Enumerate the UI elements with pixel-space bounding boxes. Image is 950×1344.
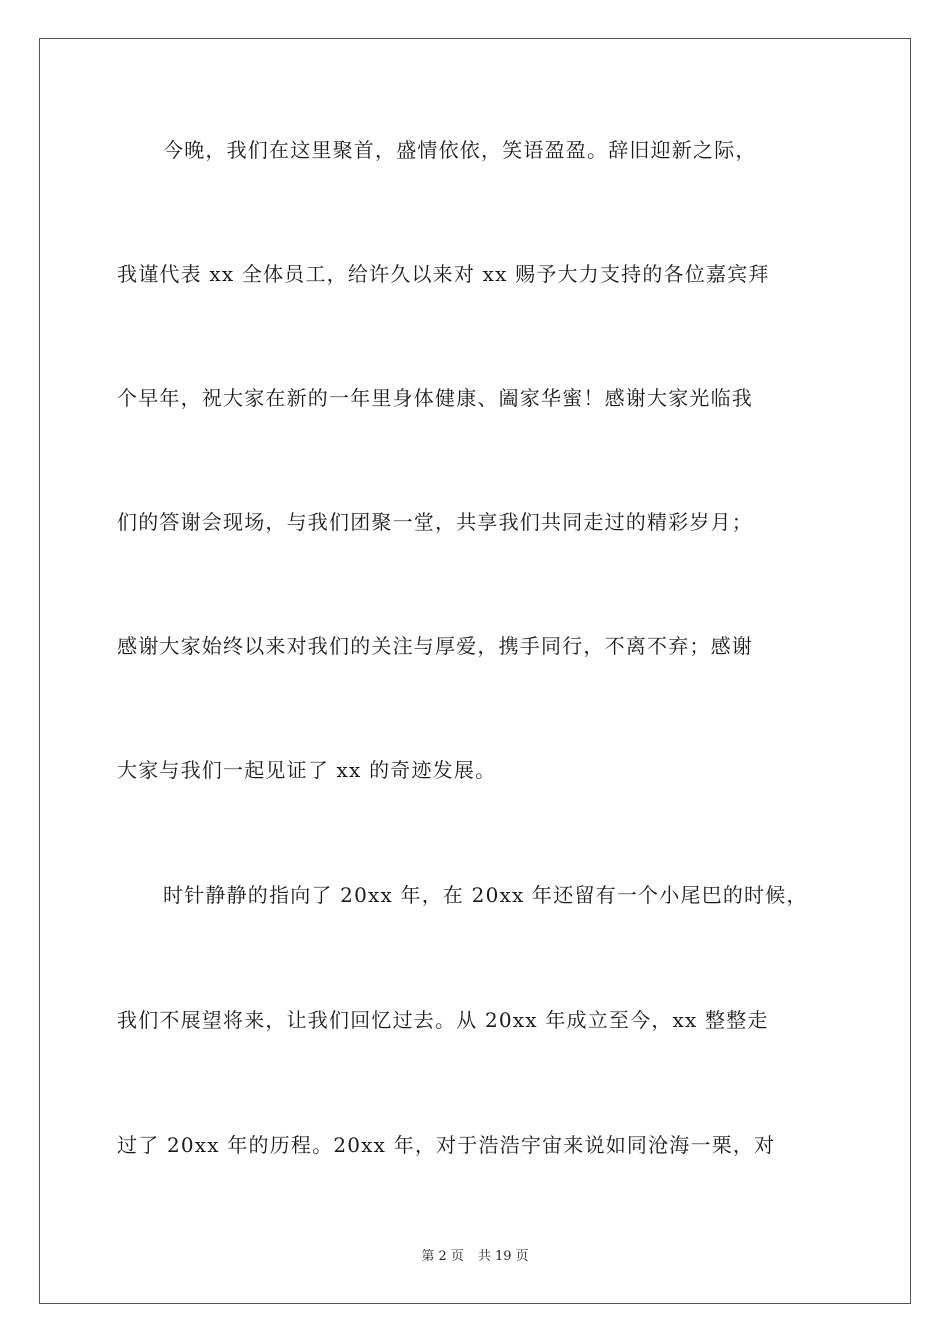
paragraph-2-line-1: 时针静静的指向了 20xx 年，在 20xx 年还留有一个小尾巴的时候， bbox=[163, 883, 808, 907]
paragraph-1-line-2: 我谨代表 xx 全体员工，给许久以来对 xx 赐予大力支持的各位嘉宾拜 bbox=[117, 262, 770, 286]
page-border bbox=[39, 38, 911, 1304]
page-footer bbox=[0, 1249, 950, 1265]
page-total: 共 19 页 bbox=[477, 1249, 529, 1264]
paragraph-1-line-5: 感谢大家始终以来对我们的关注与厚爱，携手同行，不离不弃；感谢 bbox=[117, 634, 753, 658]
paragraph-2-line-2: 我们不展望将来，让我们回忆过去。从 20xx 年成立至今，xx 整整走 bbox=[117, 1008, 769, 1032]
paragraph-1-line-6: 大家与我们一起见证了 xx 的奇迹发展。 bbox=[117, 758, 497, 782]
page-number: 第 2 页 bbox=[421, 1249, 464, 1264]
paragraph-1-line-1: 今晚，我们在这里聚首，盛情依依，笑语盈盈。辞旧迎新之际， bbox=[163, 138, 757, 162]
paragraph-1-line-4: 们的答谢会现场，与我们团聚一堂，共享我们共同走过的精彩岁月； bbox=[117, 510, 753, 534]
paragraph-1-line-3: 个早年，祝大家在新的一年里身体健康、阖家华蜜！感谢大家光临我 bbox=[117, 386, 753, 410]
paragraph-2-line-3: 过了 20xx 年的历程。20xx 年，对于浩浩宇宙来说如同沧海一栗，对 bbox=[117, 1133, 776, 1157]
